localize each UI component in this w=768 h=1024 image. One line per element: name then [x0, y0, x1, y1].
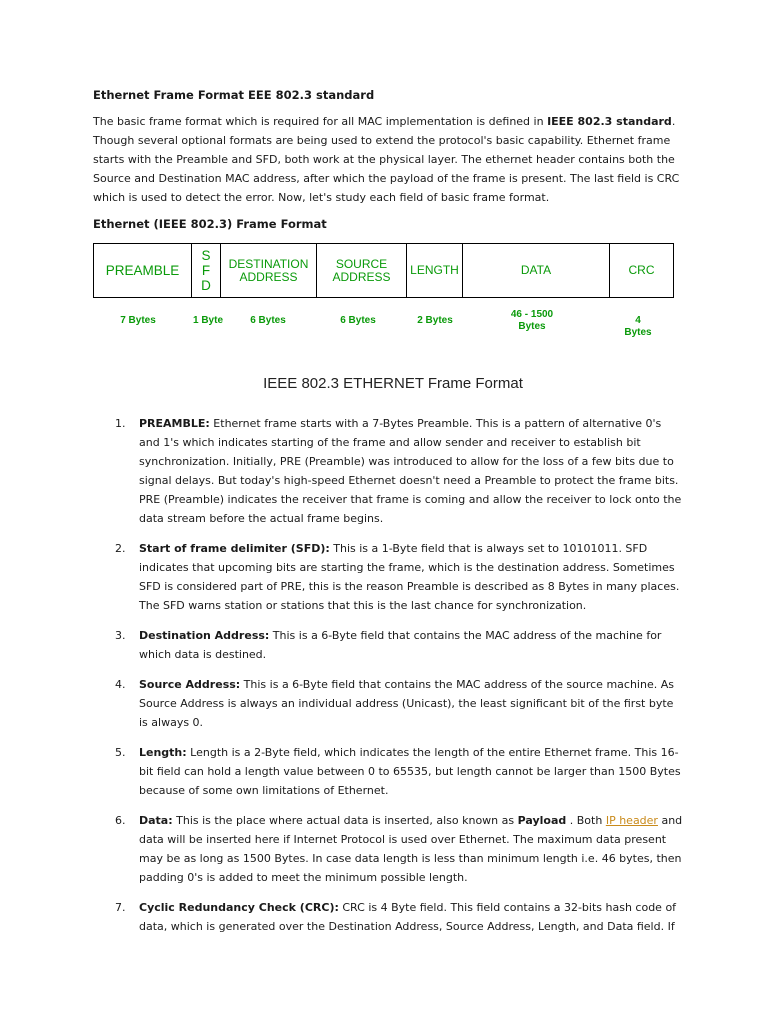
field-term: Data:: [139, 814, 173, 827]
field-term: Length:: [139, 746, 187, 759]
list-item: [93, 626, 683, 664]
document-title: Ethernet Frame Format EEE 802.3 standard: [93, 88, 375, 102]
list-number: 7.: [115, 901, 126, 914]
cell-source-address: SOURCE ADDRESS: [317, 244, 407, 297]
size-length: 2 Bytes: [417, 315, 453, 326]
cell-preamble: PREAMBLE: [94, 244, 192, 297]
payload-term: Payload: [517, 814, 567, 827]
field-description: CRC is 4 Byte field. This field contains a 32-bits hash code of data, which is generated over the Destination Address, Source Address, Length, and Data field. If: [139, 901, 677, 933]
cell-sfd: S F D: [192, 244, 221, 297]
cell-crc: CRC: [610, 244, 674, 297]
list-item: [93, 539, 683, 615]
list-number: 3.: [115, 629, 126, 642]
list-item: [93, 811, 683, 887]
intro-bold: IEEE 802.3 standard: [547, 115, 672, 128]
list-item: [93, 414, 683, 528]
diagram-caption: IEEE 802.3 ETHERNET Frame Format: [263, 375, 523, 392]
cell-length: LENGTH: [407, 244, 463, 297]
size-destination-address: 6 Bytes: [250, 315, 286, 326]
intro-text: The basic frame format which is required for all MAC implementation is defined in: [93, 115, 548, 128]
field-sizes: [93, 309, 673, 338]
field-description-end: and data will be inserted here if Internet Protocol is used over Ethernet. The maximum data present may be as long as 1500 Bytes. In case data length is less than minimum length i.e. 46 bytes, then padding 0's is added to meet the minimum possible length.: [139, 814, 683, 884]
intro-paragraph: [93, 112, 683, 207]
field-list: [93, 414, 683, 947]
list-number: 2.: [115, 542, 126, 555]
field-description: Ethernet frame starts with a 7-Bytes Preamble. This is a pattern of alternative 0's and 1's which indicates starting of the frame and allow sender and receiver to establish bit synchronization. Initially, PRE (Preamble) was introduced to allow for the loss of a few bits due to signal delays. But today's high-speed Ethernet doesn't need a Preamble to protect the frame bits. PRE (Preamble) indicates the receiver that frame is coming and allow the receiver to lock onto the data stream before the actual frame begins.: [139, 417, 682, 525]
field-description-cont: . Both: [566, 814, 606, 827]
list-number: 1.: [115, 417, 126, 430]
size-sfd: 1 Byte: [192, 315, 224, 326]
field-term: Cyclic Redundancy Check (CRC):: [139, 901, 339, 914]
field-description: This is the place where actual data is inserted, also known as: [172, 814, 518, 827]
list-item: [93, 675, 683, 732]
size-source-address: 6 Bytes: [340, 315, 376, 326]
field-term: PREAMBLE:: [139, 417, 210, 430]
field-term: Source Address:: [139, 678, 241, 691]
frame-diagram: [93, 243, 673, 392]
frame-table: [93, 243, 674, 298]
field-description: This is a 6-Byte field that contains the MAC address of the machine for which data is destined.: [139, 629, 662, 661]
field-term: Destination Address:: [139, 629, 270, 642]
field-description: This is a 6-Byte field that contains the MAC address of the source machine. As Source Address is always an individual address (Unicast), the least significant bit of the first byte is always 0.: [139, 678, 674, 729]
document-body: [93, 86, 683, 392]
field-description: Length is a 2-Byte field, which indicates the length of the entire Ethernet frame. This 16-bit field can hold a length value between 0 to 65535, but length cannot be larger than 1500 Bytes because of some own limitations of Ethernet.: [139, 746, 681, 797]
frame-format-heading: Ethernet (IEEE 802.3) Frame Format: [93, 217, 327, 231]
list-item: [93, 898, 683, 936]
cell-data: DATA: [463, 244, 610, 297]
field-term: Start of frame delimiter (SFD):: [139, 542, 330, 555]
intro-text-rest: . Though several optional formats are being used to extend the protocol's basic capability. Ethernet frame starts with the Preamble and SFD, both work at the physical layer. The ethernet header contains both the Source and Destination MAC address, after which the payload of the frame is present. The last field is CRC which is used to detect the error. Now, let's study each field of basic frame format.: [93, 115, 680, 204]
field-description: This is a 1-Byte field that is always set to 10101011. SFD indicates that upcoming bits are starting the frame, which is the destination address. Sometimes SFD is considered part of PRE, this is the reason Preamble is described as 8 Bytes in many places. The SFD warns station or stations that this is the last chance for synchronization.: [139, 542, 680, 612]
list-number: 4.: [115, 678, 126, 691]
size-data: 46 - 1500 Bytes: [510, 309, 554, 332]
list-number: 5.: [115, 746, 126, 759]
size-crc: 4 Bytes: [624, 315, 652, 338]
ip-header-link[interactable]: IP header: [605, 814, 658, 827]
list-number: 6.: [115, 814, 126, 827]
list-item: [93, 743, 683, 800]
cell-destination-address: DESTINATION ADDRESS: [221, 244, 317, 297]
size-preamble: 7 Bytes: [120, 315, 156, 326]
